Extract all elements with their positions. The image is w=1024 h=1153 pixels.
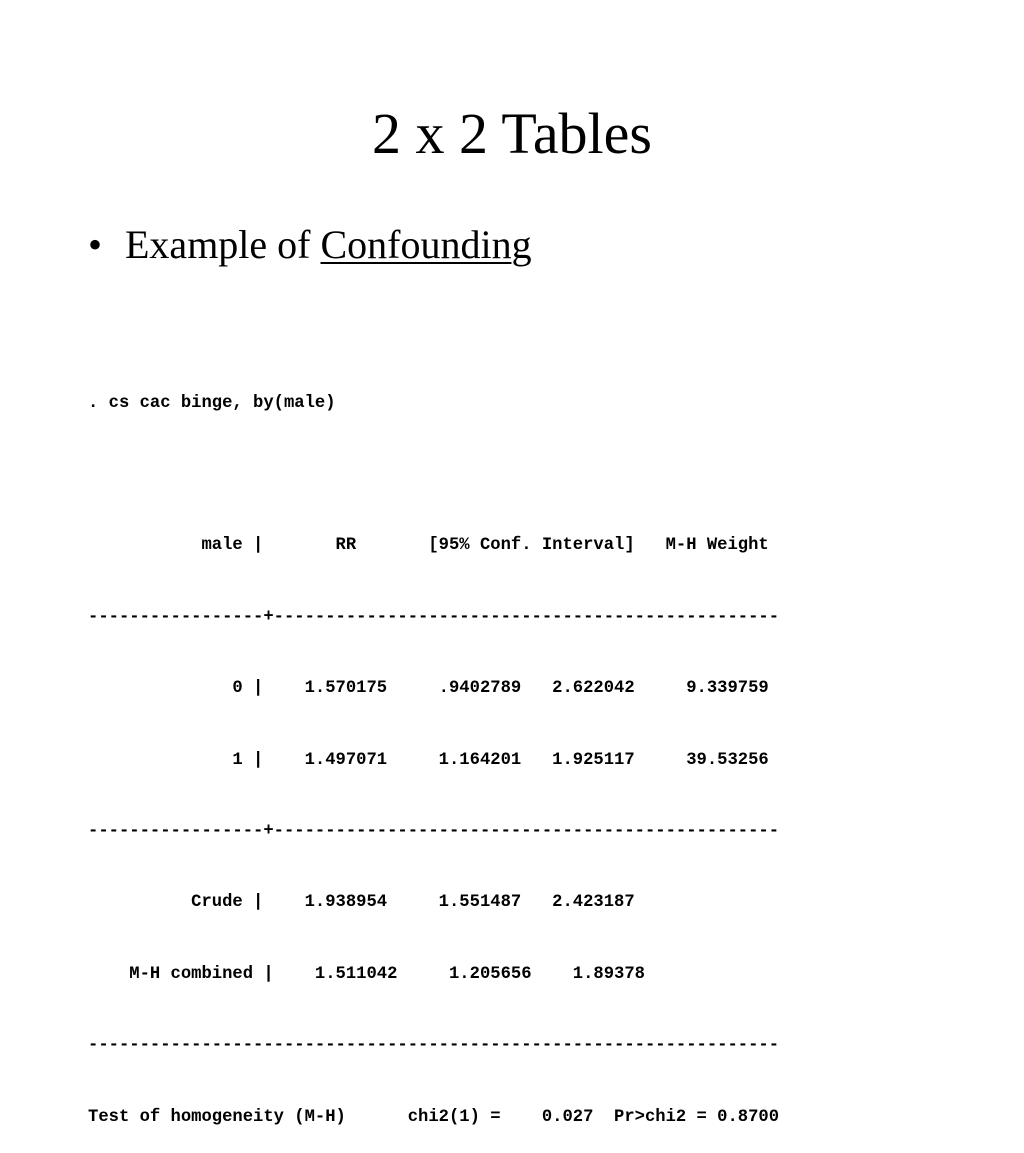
table-separator: -----------------+------------------------------------------------- bbox=[88, 607, 780, 627]
bullet-item bbox=[88, 220, 532, 270]
stata-command: . cs cac binge, by(male) bbox=[88, 393, 336, 413]
bullet-text: Example of bbox=[125, 222, 321, 267]
table-row: 0 | 1.570175 .9402789 2.622042 9.339759 bbox=[88, 679, 769, 699]
bullet-marker: • bbox=[88, 222, 103, 267]
table-header: male | RR [95% Conf. Interval] M-H Weight bbox=[88, 536, 769, 556]
confounding-link[interactable]: Confounding bbox=[320, 222, 532, 267]
mh-combined-row: M-H combined | 1.511042 1.205656 1.89378 bbox=[88, 964, 645, 984]
table-separator: -----------------+------------------------------------------------- bbox=[88, 821, 780, 841]
table-row: 1 | 1.497071 1.164201 1.925117 39.53256 bbox=[88, 750, 769, 770]
crude-row: Crude | 1.938954 1.551487 2.423187 bbox=[88, 893, 635, 913]
homogeneity-test-row: Test of homogeneity (M-H) chi2(1) = 0.027 Pr>chi2 = 0.8700 bbox=[88, 1107, 780, 1127]
blank-line bbox=[88, 463, 779, 487]
slide-title: 2 x 2 Tables bbox=[371, 101, 652, 166]
stata-output bbox=[88, 344, 779, 1153]
table-separator: ------------------------------------------------------------------- bbox=[88, 1036, 780, 1056]
